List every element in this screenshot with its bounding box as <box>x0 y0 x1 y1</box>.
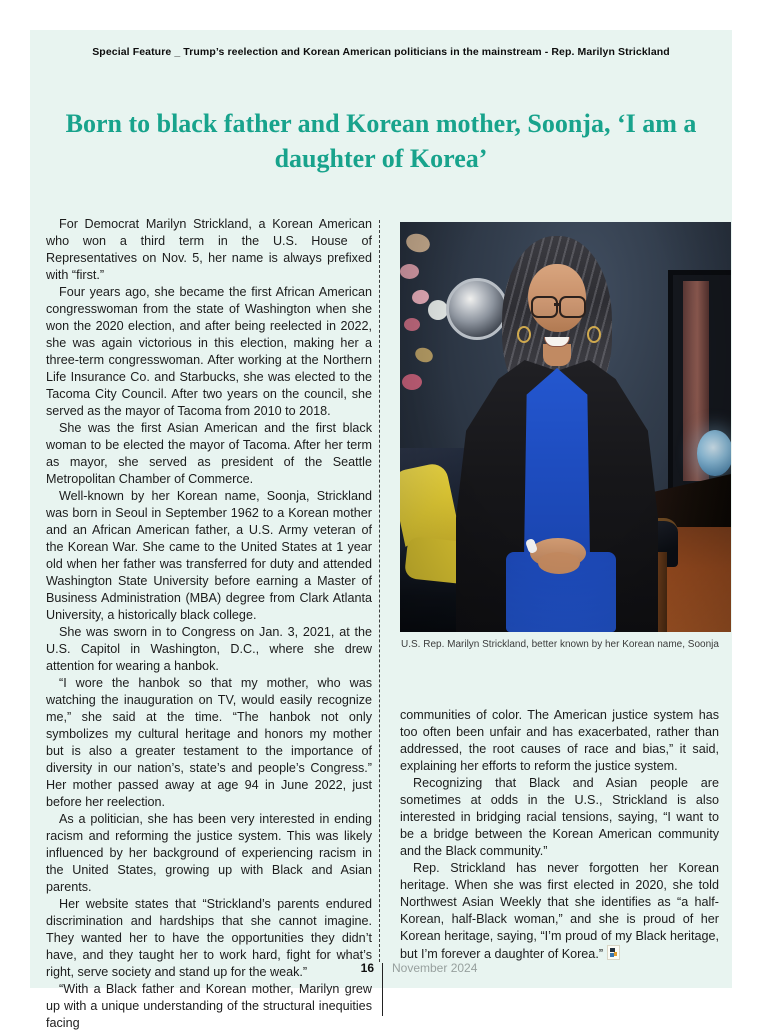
paragraph: She was sworn in to Congress on Jan. 3, 2021, at the U.S. Capitol in Washington, D.C., where she drew attention for wearing a hanbok. <box>46 625 372 673</box>
page-number: 16 <box>360 961 374 975</box>
article-right-column <box>400 707 719 963</box>
photo-caption: U.S. Rep. Marilyn Strickland, better known by her Korean name, Soonja <box>401 639 719 650</box>
paragraph <box>400 860 719 963</box>
section-kicker: Special Feature _ Trump’s reelection and Korean American politicians in the mainstream - Rep. Marilyn Strickland <box>92 46 670 58</box>
paragraph-text: Rep. Strickland has never forgotten her Korean heritage. When she was first elected in 2020, she told Northwest Asian Weekly that she identifies as “a half-Korean, half-Black woman,” and she is proud of her Korean heritage, saying, “I’m proud of my Black heritage, but I’m forever a daughter of Korea.” <box>400 861 719 961</box>
paragraph: communities of color. The American justice system has too often been unfair and has exacerbated, rather than addressed, the root causes of race and bias,” it said, explaining her efforts to reform the justice system. <box>400 708 719 773</box>
paragraph: “I wore the hanbok so that my mother, who was watching the inauguration on TV, would easily recognize me,” she said at the time. “The hanbok not only symbolizes my cultural heritage and honors my mother but is also a greater testament to the importance of diversity in our nation’s, state’s and people’s Congress.” Her mother passed away at age 94 in June 2022, just before her reelection. <box>46 676 372 809</box>
magazine-page <box>30 30 732 1030</box>
paragraph: As a politician, she has been very interested in ending racism and reforming the justice system. This was likely influenced by her background of experiencing racism in the United States, growing up with Black and Asian parents. <box>46 812 372 894</box>
paragraph: She was the first Asian American and the first black woman to be elected the mayor of Tacoma. After her term as mayor, she served as president of the Seattle Metropolitan Chamber of Commerce. <box>46 421 372 486</box>
paragraph: “With a Black father and Korean mother, Marilyn grew up with a unique understanding of the structural inequities facing <box>46 982 372 1030</box>
footer-divider <box>382 963 383 1016</box>
paragraph: Four years ago, she became the first African American congresswoman from the state of Washington when she won the 2020 election, and after being reelected in 2022, she was again victorious in this election, making her a three-term congresswoman. After working at the Northern Life Insurance Co. and Starbucks, she was elected to the Tacoma City Council. After two years on the council, she served as the mayor of Tacoma from 2010 to 2018. <box>46 285 372 418</box>
photo-marilyn-strickland <box>400 222 731 632</box>
article-title: Born to black father and Korean mother, Soonja, ‘I am a daughter of Korea’ <box>65 109 697 173</box>
paragraph: For Democrat Marilyn Strickland, a Korean American who won a third term in the U.S. House of Representatives on Nov. 5, her name is always prefixed with “first.” <box>46 217 372 282</box>
article-left-column <box>46 216 372 1032</box>
end-of-article-icon <box>607 945 620 960</box>
issue-date: November 2024 <box>392 961 478 975</box>
paragraph: Her website states that “Strickland’s parents endured discrimination and hardships that she cannot imagine. They wanted her to have the opportunities they didn’t have, and they taught her to work hard, fight for what’s right, serve society and stand up for the weak.” <box>46 897 372 979</box>
paragraph: Recognizing that Black and Asian people are sometimes at odds in the U.S., Strickland is also interested in bridging racial tensions, saying, “I want to be a bridge between the Korean American community and the Black community.” <box>400 776 719 858</box>
paragraph: Well-known by her Korean name, Soonja, Strickland was born in Seoul in September 1962 to a Korean mother and an African American father, a U.S. Army veteran of the Korean War. She came to the United States at 1 year old when her father was transferred for duty and attended Washington State University before earning a Master of Business Administration (MBA) degree from Clark Atlanta University, a historically black college. <box>46 489 372 622</box>
photo-vignette <box>400 222 731 632</box>
column-divider <box>379 220 380 962</box>
